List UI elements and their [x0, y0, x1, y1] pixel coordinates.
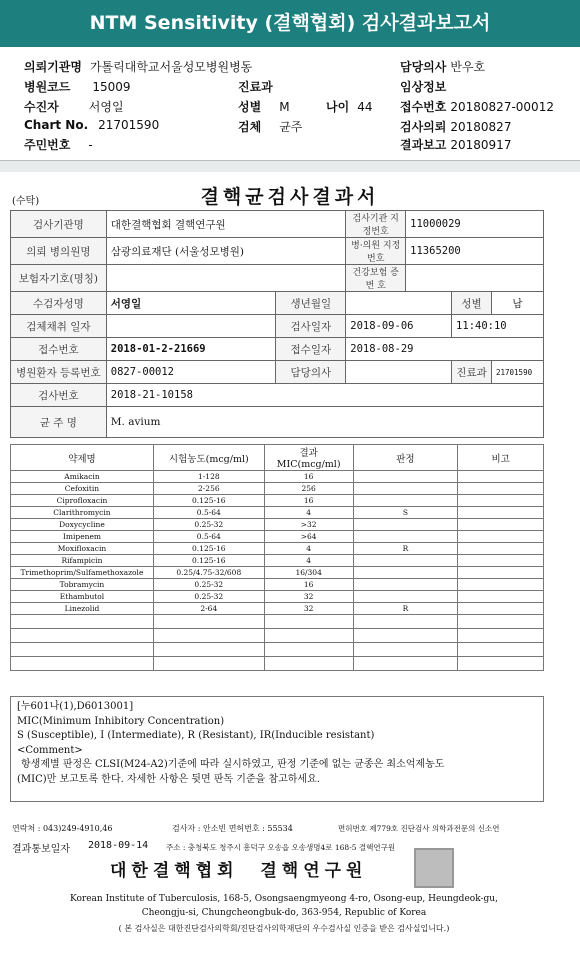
lab-org-value: 대한결핵협회 결핵연구원 — [106, 211, 345, 238]
receive-label: 접수일자 — [276, 338, 346, 361]
footer-address-en-1: Korean Institute of Tuberculosis, 168-5, Osongsaengmyeong 4-ro, Osong-eup, Heungdeok-gu, — [70, 894, 498, 904]
drug-note-cell — [458, 471, 544, 483]
drug-mic-cell: 16 — [264, 495, 353, 507]
drug-note-cell — [458, 531, 544, 543]
dept-value: 21701590 — [491, 361, 543, 384]
drug-range-cell: 2-64 — [153, 603, 264, 615]
drug-note-cell — [458, 567, 544, 579]
drug-name-cell: Cefoxitin — [11, 483, 154, 495]
footer-approver: 면허번호 제779호 진단검사 의학과전문의 신소연 — [338, 824, 500, 833]
lab-code-value: 11000029 — [406, 211, 544, 238]
field-resident-no: 주민번호 - — [24, 138, 93, 152]
drug-interp-cell: R — [353, 543, 458, 555]
drug-interp-cell — [353, 531, 458, 543]
req-org-value: 삼광의료재단 (서울성모병원) — [106, 238, 345, 265]
notes-box — [10, 696, 544, 802]
drug-row — [11, 495, 544, 507]
drug-row — [11, 567, 544, 579]
drug-row — [11, 555, 544, 567]
drug-susceptibility-table — [10, 444, 544, 671]
drug-interp-cell — [353, 555, 458, 567]
drug-name-cell: Ciprofloxacin — [11, 495, 154, 507]
drug-name-cell: Moxifloxacin — [11, 543, 154, 555]
field-requesting-org: 의뢰기관명 가톨릭대학교서울성모병원병동 — [24, 60, 253, 74]
drug-name-cell: Imipenem — [11, 531, 154, 543]
drug-row-empty — [11, 629, 544, 643]
accession-value: 2018-01-2-21669 — [106, 338, 276, 361]
drug-note-cell — [458, 543, 544, 555]
footer-address-kr: 주소 : 충청북도 청주시 흥덕구 오송읍 오송생명4로 168-5 결핵연구원 — [166, 843, 396, 852]
doctor-label: 담당의사 — [276, 361, 346, 384]
drug-note-cell — [458, 483, 544, 495]
drug-note-cell — [458, 555, 544, 567]
field-sex: 성별 M — [238, 100, 290, 114]
reg-label: 병원환자 등록번호 — [11, 361, 107, 384]
health-value — [406, 265, 544, 292]
patient-info-table — [10, 210, 544, 438]
dept-label: 진료과 — [452, 361, 492, 384]
test-date-value: 2018-09-06 — [346, 315, 452, 338]
name-value: 서영일 — [106, 292, 276, 315]
organism-value: M. avium — [106, 407, 543, 438]
organism-label: 균 주 명 — [11, 407, 107, 438]
sex-value: 남 — [491, 292, 543, 315]
empty-cell — [264, 643, 353, 657]
drug-mic-cell: >32 — [264, 519, 353, 531]
drug-note-cell — [458, 495, 544, 507]
drug-note-cell — [458, 507, 544, 519]
drug-name-cell: Linezolid — [11, 603, 154, 615]
note-line: [누601나(1),D6013001] — [17, 701, 134, 712]
drug-interp-cell — [353, 495, 458, 507]
drug-row — [11, 579, 544, 591]
note-line: <Comment> — [17, 744, 83, 756]
req-code-label: 병·의원 지정번호 — [346, 238, 406, 265]
empty-cell — [264, 615, 353, 629]
drug-row-empty — [11, 615, 544, 629]
reg-value: 0827-00012 — [106, 361, 276, 384]
drug-row — [11, 591, 544, 603]
field-clinical-info: 임상정보 — [400, 80, 447, 94]
note-line: (MIC)만 보고토록 한다. 자세한 사항은 뒷면 판독 기준을 참고하세요. — [17, 773, 320, 785]
drug-row-empty — [11, 643, 544, 657]
empty-cell — [353, 629, 458, 643]
mic-header: 결과 MIC(mcg/ml) — [264, 445, 353, 471]
drug-mic-cell: 32 — [264, 591, 353, 603]
document-title: 결핵균검사결과서 — [200, 186, 380, 208]
lab-code-label: 검사기관 지정번호 — [346, 211, 406, 238]
insurance-value — [106, 265, 345, 292]
report-title: NTM Sensitivity (결핵협회) 검사결과보고서 — [0, 0, 580, 47]
sex-label: 성별 — [452, 292, 492, 315]
footer-contact: 연락처 : 043)249-4910,46 — [12, 824, 113, 833]
drug-row — [11, 543, 544, 555]
drug-row — [11, 603, 544, 615]
drug-note-cell — [458, 579, 544, 591]
drug-range-cell: 0.125-16 — [153, 555, 264, 567]
drug-row — [11, 531, 544, 543]
empty-cell — [458, 615, 544, 629]
note-header: 비고 — [458, 445, 544, 471]
field-hospital-code: 병원코드 15009 — [24, 80, 131, 94]
empty-cell — [458, 643, 544, 657]
official-seal — [414, 848, 454, 888]
collect-label: 검체채취 일자 — [11, 315, 107, 338]
empty-cell — [153, 657, 264, 671]
field-specimen: 검체 균주 — [238, 120, 303, 134]
drug-interp-cell — [353, 471, 458, 483]
drug-mic-cell: 4 — [264, 543, 353, 555]
empty-cell — [264, 657, 353, 671]
drug-row-empty — [11, 657, 544, 671]
lab-org-label: 검사기관명 — [11, 211, 107, 238]
drug-mic-cell: 16/304 — [264, 567, 353, 579]
drug-row — [11, 483, 544, 495]
empty-cell — [11, 615, 154, 629]
empty-cell — [264, 629, 353, 643]
collect-value — [106, 315, 276, 338]
drug-mic-cell: >64 — [264, 531, 353, 543]
test-no-value: 2018-21-10158 — [106, 384, 543, 407]
field-patient: 수진자 서영일 — [24, 100, 124, 114]
drug-mic-cell: 4 — [264, 555, 353, 567]
footer-address-en-2: Cheongju-si, Chungcheongbuk-do, 363-954, Republic of Korea — [141, 908, 427, 918]
drug-interp-cell — [353, 483, 458, 495]
drug-interp-cell — [353, 519, 458, 531]
drug-range-cell: 0.25-32 — [153, 579, 264, 591]
req-org-label: 의뢰 병의원명 — [11, 238, 107, 265]
empty-cell — [353, 643, 458, 657]
empty-cell — [353, 615, 458, 629]
drug-mic-cell: 16 — [264, 579, 353, 591]
drug-note-cell — [458, 603, 544, 615]
insurance-label: 보험자기호(명칭) — [11, 265, 107, 292]
empty-cell — [353, 657, 458, 671]
drug-mic-cell: 4 — [264, 507, 353, 519]
accession-label: 접수번호 — [11, 338, 107, 361]
drug-range-cell: 0.125-16 — [153, 543, 264, 555]
empty-cell — [153, 615, 264, 629]
footer-report-date: 2018-09-14 — [88, 840, 149, 851]
drug-note-cell — [458, 519, 544, 531]
test-date-label: 검사일자 — [276, 315, 346, 338]
drug-mic-cell: 256 — [264, 483, 353, 495]
field-age: 나이 44 — [326, 100, 373, 114]
drug-name-cell: Doxycycline — [11, 519, 154, 531]
empty-cell — [153, 629, 264, 643]
drug-range-cell: 0.5-64 — [153, 507, 264, 519]
footer-org-name: 대한결핵협회 결핵연구원 — [110, 861, 368, 881]
drug-mic-cell: 16 — [264, 471, 353, 483]
drug-header: 약제명 — [11, 445, 154, 471]
drug-note-cell — [458, 591, 544, 603]
drug-range-cell: 0.25-32 — [153, 519, 264, 531]
drug-interp-cell: S — [353, 507, 458, 519]
empty-cell — [11, 629, 154, 643]
empty-cell — [153, 643, 264, 657]
field-department: 진료과 — [238, 80, 273, 94]
doctor-value — [346, 361, 452, 384]
field-doctor: 담당의사 반우호 — [400, 60, 486, 74]
drug-interp-cell — [353, 591, 458, 603]
drug-range-cell: 0.5-64 — [153, 531, 264, 543]
drug-name-cell: Amikacin — [11, 471, 154, 483]
field-chart-no: Chart No. 21701590 — [24, 118, 160, 132]
receive-value: 2018-08-29 — [346, 338, 544, 361]
drug-range-cell: 0.25-32 — [153, 591, 264, 603]
field-accession-no: 접수번호 20180827-00012 — [400, 100, 554, 114]
drug-range-cell: 0.125-16 — [153, 495, 264, 507]
test-time-value: 11:40:10 — [452, 315, 544, 338]
interp-header: 판정 — [353, 445, 458, 471]
receipt-tag: (수탁) — [12, 196, 40, 207]
drug-range-cell: 0.25/4.75-32/608 — [153, 567, 264, 579]
health-label: 건강보험 증 번 호 — [346, 265, 406, 292]
field-result-report: 결과보고 20180917 — [400, 138, 512, 152]
footer-report-label: 결과통보일자 — [12, 844, 70, 855]
name-label: 수검자성명 — [11, 292, 107, 315]
note-line: MIC(Minimum Inhibitory Concentration) — [17, 715, 225, 727]
drug-row — [11, 507, 544, 519]
note-line: S (Susceptible), I (Intermediate), R (Resistant), IR(Inducible resistant) — [17, 730, 375, 741]
empty-cell — [11, 657, 154, 671]
field-test-request: 검사의뢰 20180827 — [400, 120, 512, 134]
scanned-report — [0, 172, 580, 964]
drug-row — [11, 519, 544, 531]
drug-name-cell: Rifampicin — [11, 555, 154, 567]
test-no-label: 검사번호 — [11, 384, 107, 407]
footer-certification: ( 본 검사실은 대한진단검사의학회/진단검사의학재단의 우수검사실 인증을 받은 검사실입니다.) — [118, 924, 450, 933]
drug-interp-cell — [353, 579, 458, 591]
birth-label: 생년월일 — [276, 292, 346, 315]
drug-row — [11, 471, 544, 483]
drug-range-cell: 2-256 — [153, 483, 264, 495]
drug-name-cell: Tobramycin — [11, 579, 154, 591]
drug-interp-cell — [353, 567, 458, 579]
drug-name-cell: Clarithromycin — [11, 507, 154, 519]
note-line: 항생제별 판정은 CLSI(M24-A2)기준에 따라 실시하였고, 판정 기준에 없는 균종은 최소억제농도 — [21, 759, 445, 770]
drug-mic-cell: 32 — [264, 603, 353, 615]
empty-cell — [458, 657, 544, 671]
drug-range-cell: 1-128 — [153, 471, 264, 483]
drug-name-cell: Trimethoprim/Sulfamethoxazole — [11, 567, 154, 579]
drug-name-cell: Ethambutol — [11, 591, 154, 603]
req-code-value: 11365200 — [406, 238, 544, 265]
empty-cell — [11, 643, 154, 657]
footer-tester: 검사자 : 안소빈 면허번호 : 55534 — [172, 824, 293, 833]
range-header: 시험농도(mcg/ml) — [153, 445, 264, 471]
drug-interp-cell: R — [353, 603, 458, 615]
empty-cell — [458, 629, 544, 643]
birth-value — [346, 292, 452, 315]
